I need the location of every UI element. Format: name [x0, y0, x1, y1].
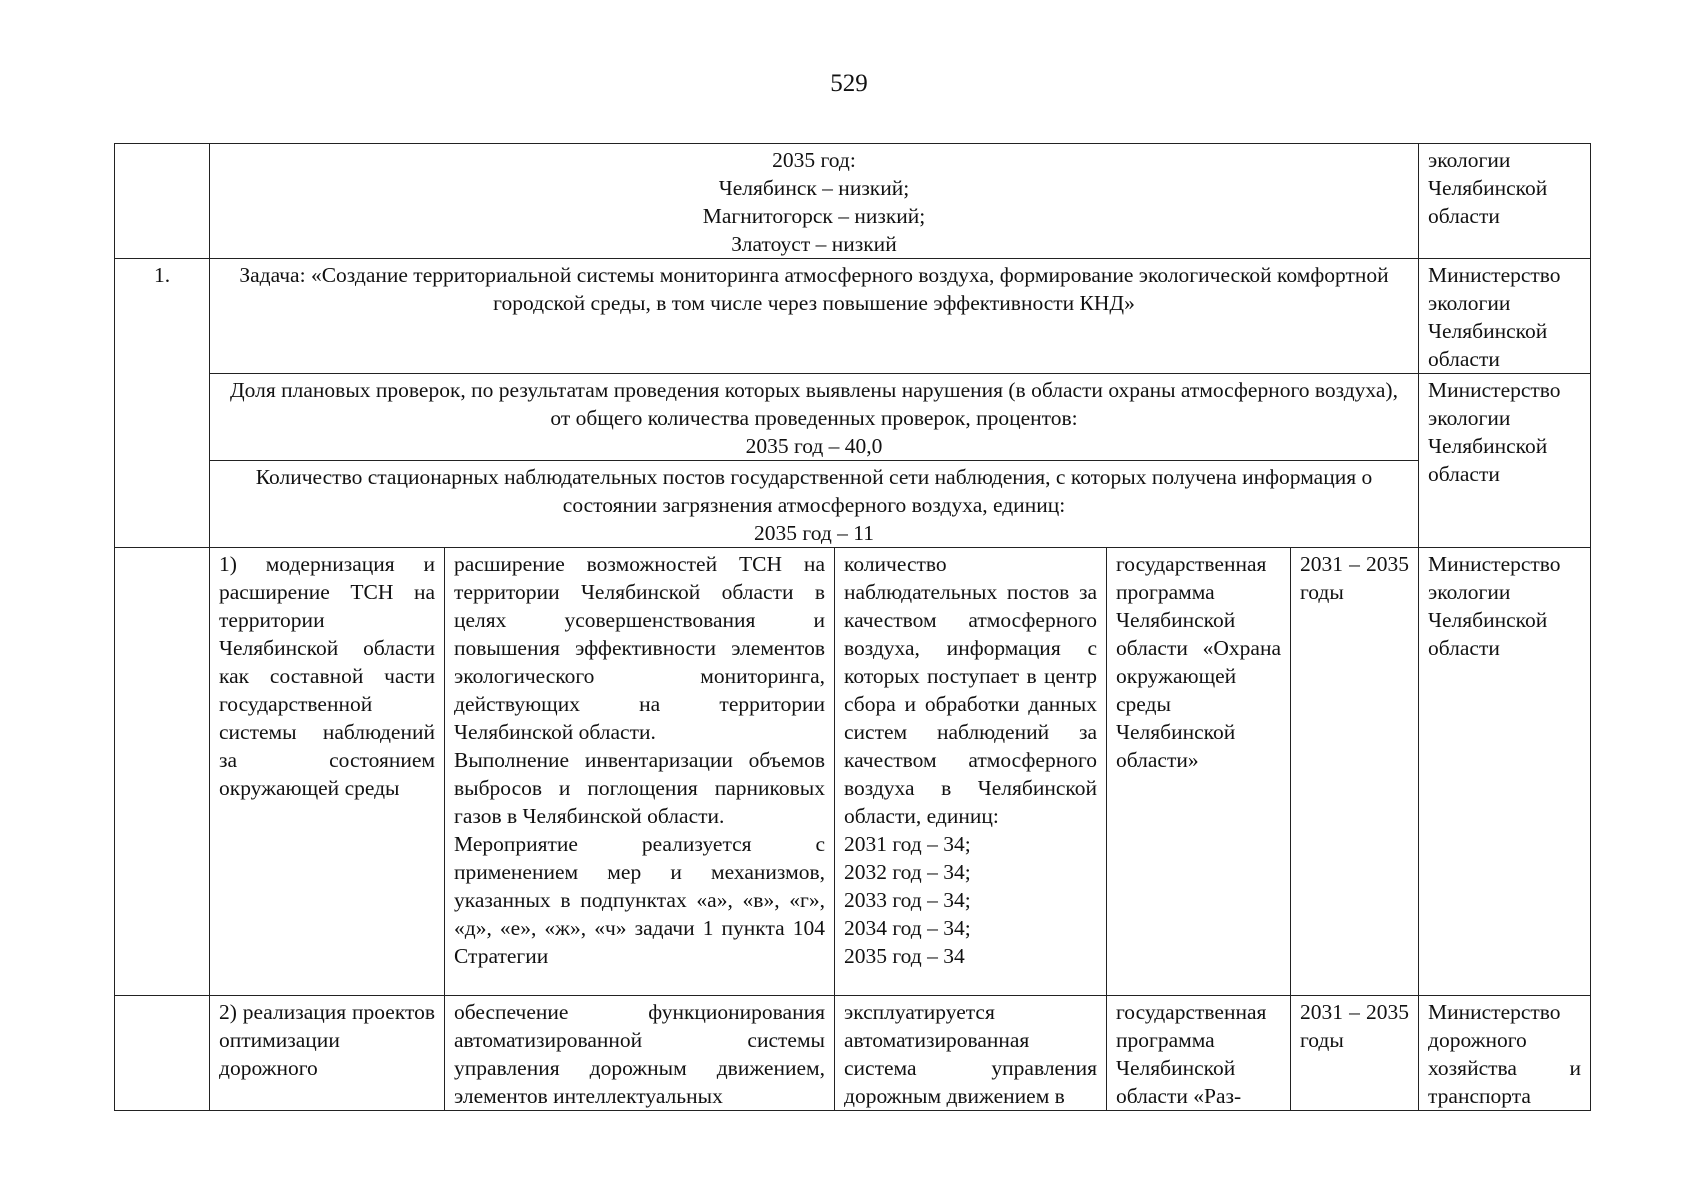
description-paragraph: расширение возможностей ТСН на территории Челябинской области в целях усовершенствования и повышения эффективности элементов экологического мониторинга, действующих на территории Челябинской области. [454, 552, 825, 744]
result-value: 2034 год – 34; [844, 916, 971, 940]
task-number: 1. [115, 259, 210, 548]
description-paragraph: Выполнение инвентаризации объемов выбросов и поглощения парниковых газов в Челябинской области. [454, 748, 825, 828]
number-cell [115, 548, 210, 996]
measure-period: 2031 – 2035 годы [1291, 996, 1419, 1111]
result-value: 2033 год – 34; [844, 888, 971, 912]
description-paragraph: обеспечение функционирования автоматизированной системы управления дорожным движением, элементов интеллектуальных [454, 1000, 825, 1108]
measure-description [445, 548, 835, 996]
level-line: Челябинск – низкий; [718, 176, 910, 200]
indicator-row [115, 461, 1591, 548]
task-row [115, 259, 1591, 374]
result-value: 2035 год – 34 [844, 944, 965, 968]
indicator-value: 2035 год – 11 [754, 521, 874, 545]
responsible-cell: Министерство дорожного хозяйства и транспорта [1419, 996, 1591, 1111]
measure-name: 1) модернизация и расширение ТСН на территории Челябинской области как составной части государственной системы наблюдений за состоянием окружающей среды [210, 548, 445, 996]
level-line: Златоуст – низкий [731, 232, 897, 256]
strategy-table [114, 143, 1591, 1111]
responsible-cell: экологии Челябинской области [1419, 144, 1591, 259]
number-cell [115, 144, 210, 259]
result-value: 2031 год – 34; [844, 832, 971, 856]
measure-program: государственная программа Челябинской области «Охрана окружающей среды Челябинской области» [1107, 548, 1291, 996]
level-line: 2035 год: [772, 148, 856, 172]
responsible-cell: Министерство экологии Челябинской области [1419, 259, 1591, 374]
measure-description [445, 996, 835, 1111]
result-value: 2032 год – 34; [844, 860, 971, 884]
measure-row [115, 996, 1591, 1111]
indicator-text: Доля плановых проверок, по результатам проведения которых выявлены нарушения (в области охраны атмосферного воздуха), от общего количества проведенных проверок, процентов: [230, 378, 1398, 430]
page-number: 529 [830, 70, 868, 97]
indicator-value: 2035 год – 40,0 [745, 434, 883, 458]
level-line: Магнитогорск – низкий; [702, 204, 926, 228]
indicator-text: Количество стационарных наблюдательных постов государственной сети наблюдения, с которых получена информация о состоянии загрязнения атмосферного воздуха, единиц: [255, 465, 1373, 517]
measure-result [835, 996, 1107, 1111]
result-text: эксплуатируется автоматизированная система управления дорожным движением в [844, 1000, 1097, 1108]
measure-program: государственная программа Челябинской области «Раз- [1107, 996, 1291, 1111]
measure-period: 2031 – 2035 годы [1291, 548, 1419, 996]
description-paragraph: Мероприятие реализуется с применением мер и механизмов, указанных в подпунктах «а», «в», «г», «д», «е», «ж», «ч» задачи 1 пункта 104 Стратегии [454, 832, 825, 968]
measure-result [835, 548, 1107, 996]
responsible-cell: Министерство экологии Челябинской области [1419, 548, 1591, 996]
measure-row [115, 548, 1591, 996]
task-text: Задача: «Создание территориальной системы мониторинга атмосферного воздуха, формирование экологической комфортной городской среды, в том числе через повышение эффективности КНД» [210, 259, 1419, 374]
indicator-level-cell [210, 144, 1419, 259]
continuation-row [115, 144, 1591, 259]
indicator-cell [210, 461, 1419, 548]
measure-name: 2) реализация проектов оптимизации дорожного [210, 996, 445, 1111]
result-text: количество наблюдательных постов за качеством атмосферного воздуха, информация с которых поступает в центр сбора и обработки данных систем наблюдений за качеством атмосферного воздуха в Челябинской области, единиц: [844, 552, 1097, 828]
indicator-cell [210, 374, 1419, 461]
responsible-cell: Министерство экологии Челябинской области [1419, 374, 1591, 548]
number-cell [115, 996, 210, 1111]
indicator-row [115, 374, 1591, 461]
